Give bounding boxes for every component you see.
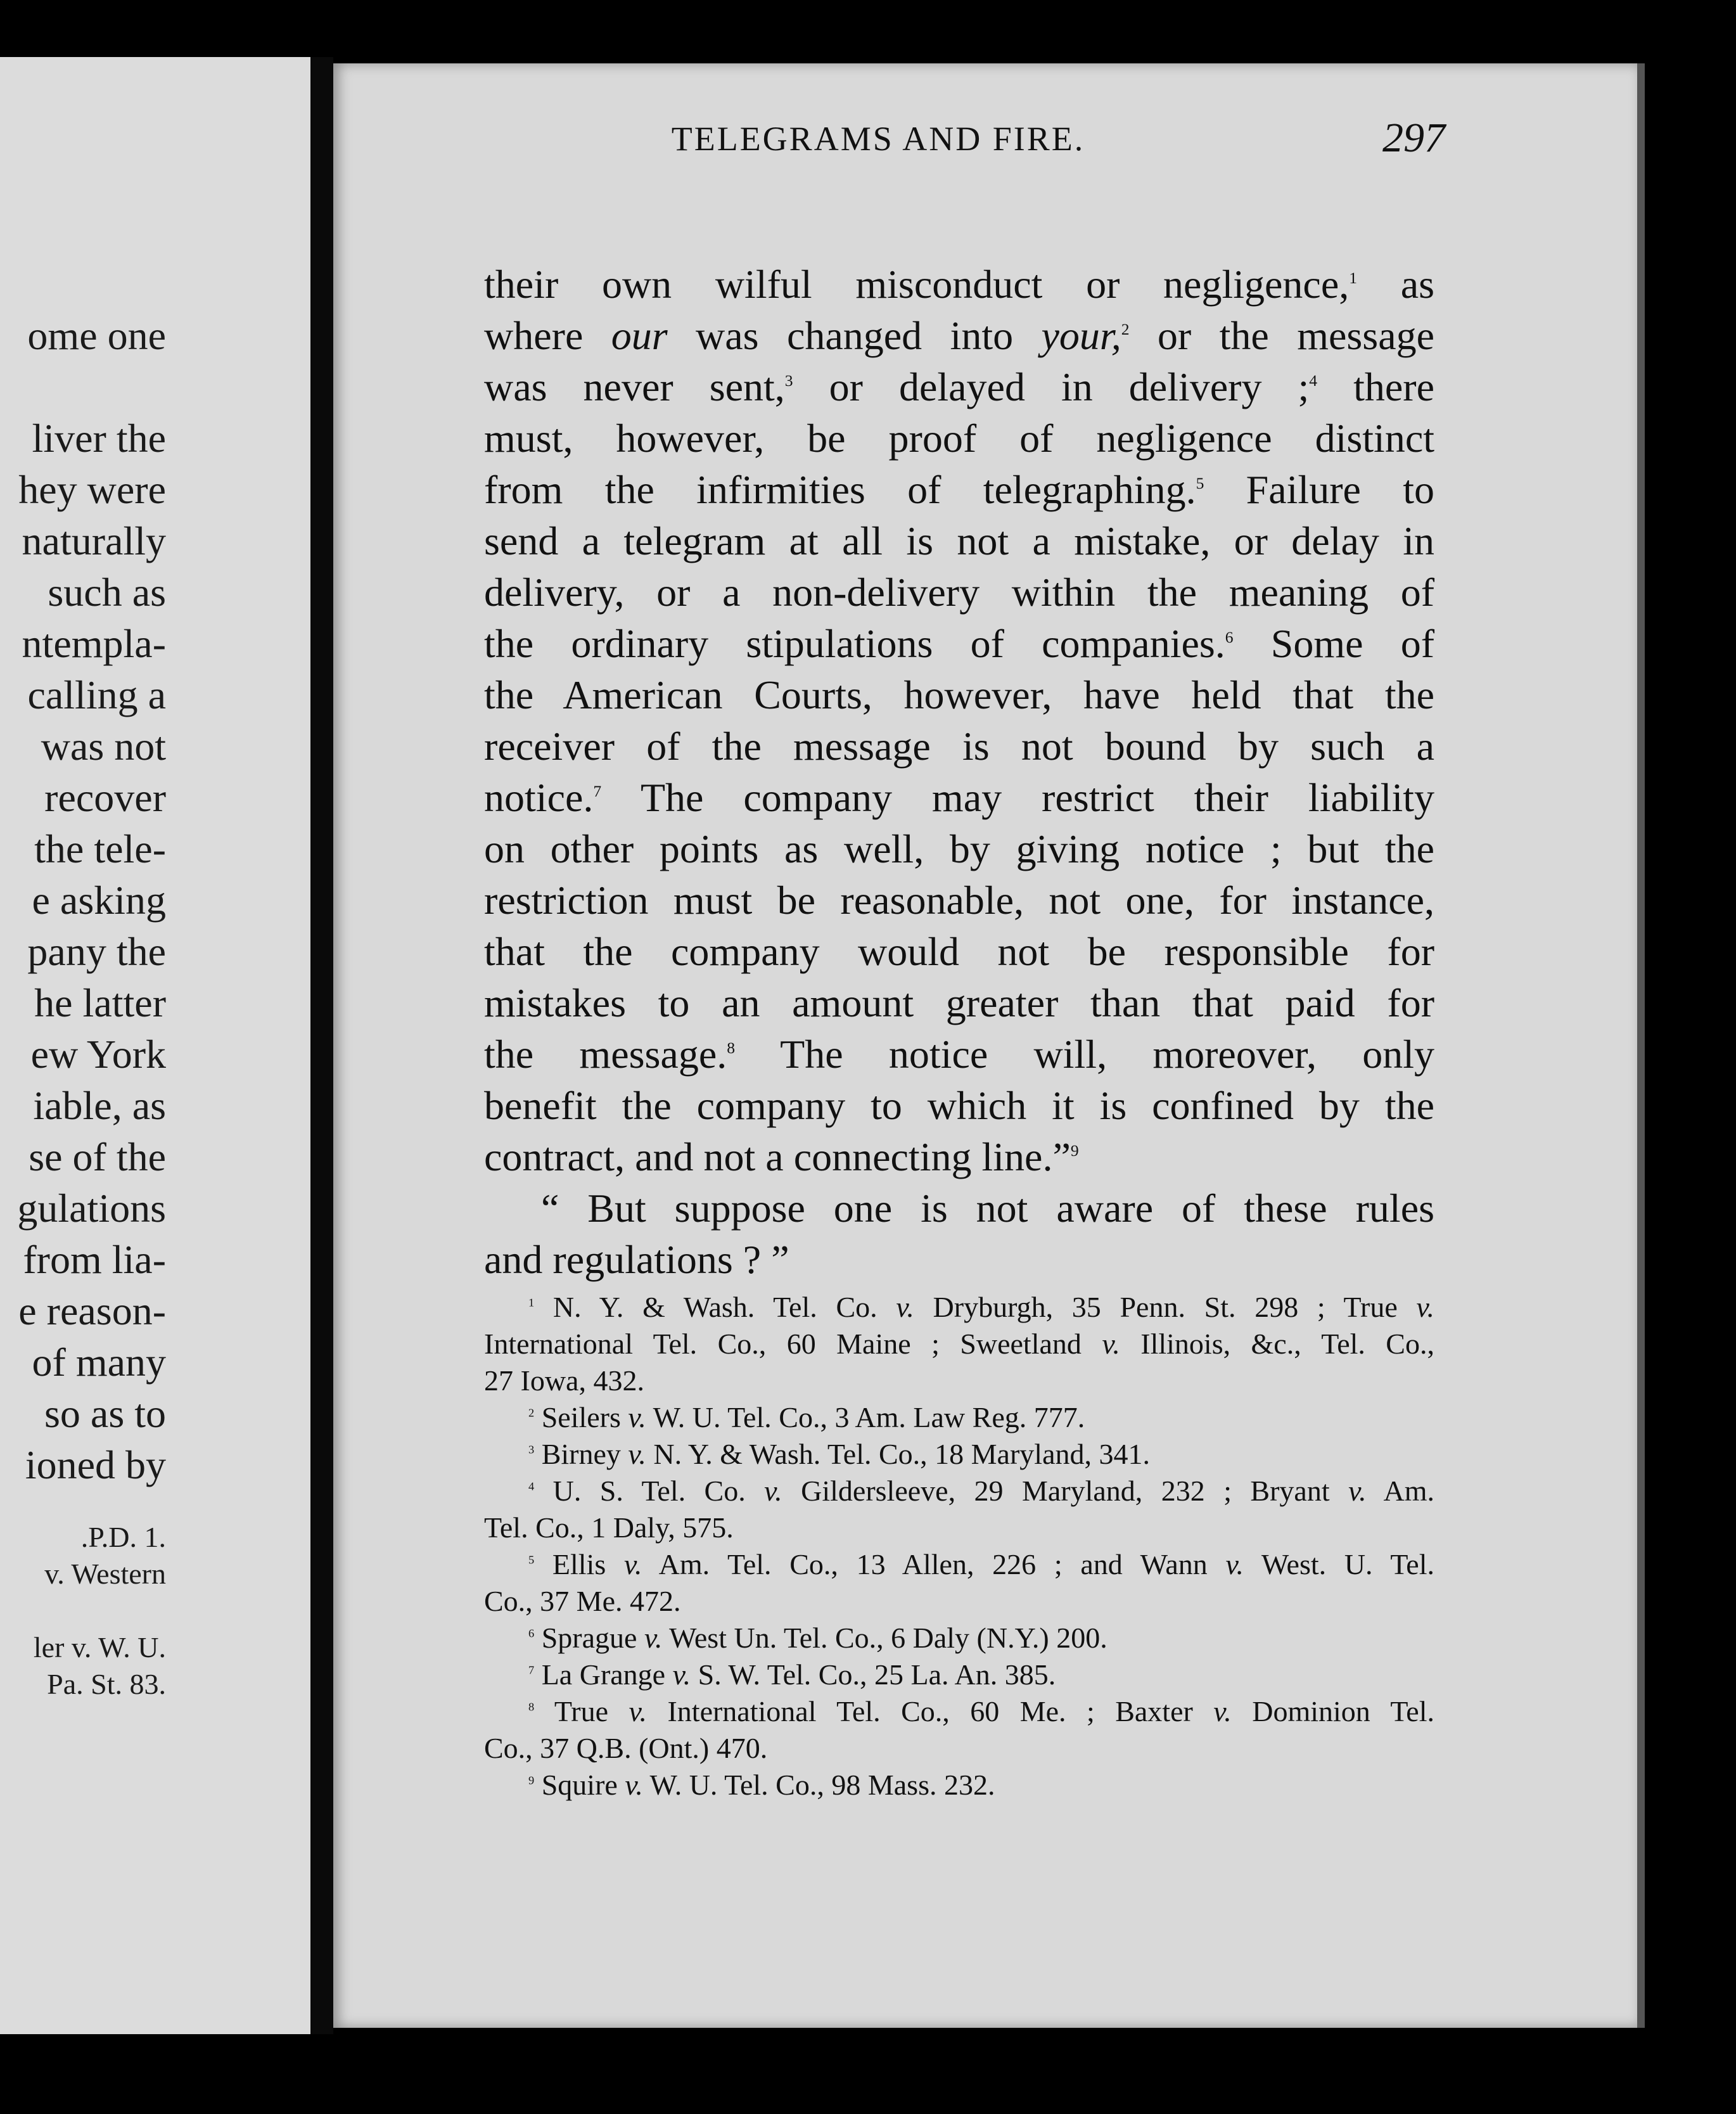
- text-run: Seilers: [534, 1401, 629, 1433]
- text-run: or delayed in delivery ;: [793, 364, 1310, 409]
- text-run: delivery, or a non-delivery within the meaning of: [484, 570, 1434, 615]
- facing-page-line: e reason-: [18, 1288, 166, 1333]
- text-run: N. Y. & Wash. Tel. Co.: [534, 1291, 897, 1323]
- facing-page-line: hey were: [18, 467, 166, 512]
- versus-abbrev: v.: [1102, 1328, 1120, 1360]
- footnote-line: [484, 1767, 1434, 1803]
- book-gutter: [310, 57, 333, 2034]
- text-run: La Grange: [534, 1658, 673, 1691]
- facing-page-line: liver the: [32, 416, 166, 461]
- footnote-line: [484, 1473, 1434, 1509]
- text-run: Tel. Co., 1 Daly, 575.: [484, 1511, 734, 1544]
- facing-page-line: iable, as: [33, 1083, 166, 1128]
- versus-abbrev: v.: [896, 1291, 914, 1323]
- text-run: Dryburgh, 35 Penn. St. 298 ; True: [914, 1291, 1417, 1323]
- body-line: [484, 1131, 1434, 1182]
- text-run: notice.: [484, 775, 594, 820]
- facing-page-line: such as: [48, 570, 166, 615]
- text-run: mistakes to an amount greater than that paid for: [484, 980, 1434, 1025]
- text-run: Illinois, &c., Tel. Co.,: [1120, 1328, 1434, 1360]
- body-line: [484, 823, 1434, 874]
- facing-page-line: ntempla-: [22, 621, 166, 666]
- facing-page-line: gulations: [17, 1186, 166, 1231]
- body-line: [484, 259, 1434, 310]
- text-run: and regulations ? ”: [484, 1237, 789, 1282]
- text-run: 27 Iowa, 432.: [484, 1364, 644, 1397]
- facing-page-line: the tele-: [34, 826, 166, 871]
- footnote-number: 9: [528, 1774, 535, 1787]
- versus-abbrev: v.: [623, 1548, 642, 1580]
- facing-page-line: ioned by: [25, 1442, 166, 1487]
- body-line: [484, 669, 1434, 721]
- facing-page-line: he latter: [34, 980, 166, 1025]
- text-run: Am. Tel. Co., 13 Allen, 226 ; and Wann: [642, 1548, 1226, 1580]
- text-run: as: [1357, 262, 1435, 307]
- footnote-number: 1: [528, 1296, 535, 1309]
- text-run: the American Courts, however, have held that the: [484, 672, 1434, 717]
- facing-page-line: ew York: [30, 1032, 166, 1077]
- facing-page-line: naturally: [22, 518, 166, 563]
- footnote-ref: 1: [1349, 268, 1358, 287]
- body-line: [484, 413, 1434, 464]
- running-title: TELEGRAMS AND FIRE.: [671, 120, 1085, 158]
- footnote-ref: 3: [784, 371, 793, 390]
- footnote-number: 5: [528, 1553, 535, 1566]
- facing-page-line: recover: [44, 775, 166, 820]
- text-run: West. U. Tel.: [1243, 1548, 1434, 1580]
- footnote-line: [484, 1326, 1434, 1362]
- body-text: [484, 259, 1434, 1285]
- facing-page-line: from lia-: [23, 1237, 166, 1282]
- body-line: [484, 464, 1434, 515]
- text-run: on other points as well, by giving notice ; but the: [484, 826, 1434, 871]
- body-line: [484, 618, 1434, 669]
- italic-word: our: [611, 313, 668, 358]
- footnote-number: 8: [528, 1700, 535, 1714]
- facing-page-note: Pa. St. 83.: [47, 1668, 166, 1700]
- body-line: [484, 926, 1434, 977]
- text-run: Gildersleeve, 29 Maryland, 232 ; Bryant: [782, 1475, 1349, 1507]
- text-run: Co., 37 Q.B. (Ont.) 470.: [484, 1732, 768, 1764]
- text-run: Failure to: [1204, 467, 1434, 512]
- footnote-line: [484, 1399, 1434, 1436]
- footnote-number: 6: [528, 1627, 535, 1640]
- footnote-ref: 5: [1196, 473, 1204, 492]
- body-line: [484, 772, 1434, 823]
- versus-abbrev: v.: [628, 1438, 646, 1470]
- text-run: Birney: [534, 1438, 629, 1470]
- text-run: West Un. Tel. Co., 6 Daly (N.Y.) 200.: [662, 1622, 1107, 1654]
- text-run: S. W. Tel. Co., 25 La. An. 385.: [691, 1658, 1056, 1691]
- footnote-line: [484, 1546, 1434, 1583]
- footnote-ref: 7: [593, 781, 602, 800]
- text-run: receiver of the message is not bound by such a: [484, 724, 1434, 769]
- text-run: Sprague: [534, 1622, 644, 1654]
- text-run: send a telegram at all is not a mistake, or delay in: [484, 518, 1434, 563]
- footnote-line: [484, 1436, 1434, 1473]
- text-run: True: [534, 1695, 629, 1727]
- text-run: N. Y. & Wash. Tel. Co., 18 Maryland, 341.: [646, 1438, 1150, 1470]
- text-run: W. U. Tel. Co., 98 Mass. 232.: [642, 1769, 995, 1801]
- text-run: “ But suppose one is not aware of these rules: [541, 1186, 1434, 1231]
- footnote-number: 3: [528, 1443, 535, 1456]
- text-run: there: [1317, 364, 1435, 409]
- text-run: contract, and not a connecting line.”: [484, 1134, 1071, 1179]
- text-run: The notice will, moreover, only: [735, 1032, 1435, 1077]
- facing-page-line: was not: [41, 724, 166, 769]
- text-run: was never sent,: [484, 364, 785, 409]
- text-run: International Tel. Co., 60 Me. ; Baxter: [647, 1695, 1214, 1727]
- footnote-ref: 4: [1309, 371, 1318, 390]
- text-run: Ellis: [534, 1548, 624, 1580]
- versus-abbrev: v.: [1225, 1548, 1244, 1580]
- footnote-line: [484, 1289, 1434, 1326]
- versus-abbrev: v.: [1348, 1475, 1367, 1507]
- page-edge: [1637, 63, 1645, 2028]
- body-line: [484, 310, 1434, 361]
- footnote-ref: 9: [1070, 1141, 1079, 1160]
- text-run: from the infirmities of telegraphing.: [484, 467, 1196, 512]
- text-run: that the company would not be responsible for: [484, 929, 1434, 974]
- footnotes: [484, 1289, 1434, 1803]
- text-run: restriction must be reasonable, not one, for instance,: [484, 878, 1434, 923]
- facing-page-line: pany the: [27, 929, 166, 974]
- footnote-ref: 2: [1121, 319, 1130, 338]
- versus-abbrev: v.: [629, 1695, 648, 1727]
- text-run: benefit the company to which it is confined by the: [484, 1083, 1434, 1128]
- text-run: or the message: [1129, 313, 1435, 358]
- text-run: where: [484, 313, 611, 358]
- footnote-ref: 8: [727, 1038, 736, 1057]
- text-run: The company may restrict their liability: [601, 775, 1434, 820]
- facing-page: [0, 57, 310, 2034]
- footnote-line: [484, 1620, 1434, 1656]
- body-line: [484, 1234, 1434, 1285]
- body-line: [484, 1080, 1434, 1131]
- footnote-line: [484, 1693, 1434, 1730]
- running-head: [403, 114, 1445, 171]
- text-run: Am.: [1366, 1475, 1434, 1507]
- body-line: [484, 977, 1434, 1028]
- versus-abbrev: v.: [1416, 1291, 1434, 1323]
- body-line: [484, 361, 1434, 413]
- versus-abbrev: v.: [644, 1622, 663, 1654]
- body-line: [484, 721, 1434, 772]
- footnote-line: [484, 1583, 1434, 1620]
- versus-abbrev: v.: [1213, 1695, 1232, 1727]
- footnote-number: 7: [528, 1663, 535, 1677]
- versus-abbrev: v.: [625, 1769, 643, 1801]
- versus-abbrev: v.: [628, 1401, 646, 1433]
- italic-word: your,: [1041, 313, 1121, 358]
- facing-page-line: calling a: [27, 672, 166, 717]
- text-run: Dominion Tel.: [1231, 1695, 1434, 1727]
- body-line: [484, 1182, 1434, 1234]
- text-run: their own wilful misconduct or negligence,: [484, 262, 1350, 307]
- text-run: the ordinary stipulations of companies.: [484, 621, 1225, 666]
- versus-abbrev: v.: [672, 1658, 691, 1691]
- text-run: W. U. Tel. Co., 3 Am. Law Reg. 777.: [646, 1401, 1085, 1433]
- page-number: 297: [1382, 115, 1445, 161]
- body-line: [484, 874, 1434, 926]
- text-run: must, however, be proof of negligence distinct: [484, 416, 1434, 461]
- footnote-number: 4: [528, 1480, 535, 1493]
- text-run: Co., 37 Me. 472.: [484, 1585, 681, 1617]
- versus-abbrev: v.: [764, 1475, 782, 1507]
- text-run: International Tel. Co., 60 Maine ; Sweetland: [484, 1328, 1102, 1360]
- footnote-number: 2: [528, 1406, 535, 1419]
- text-run: Some of: [1233, 621, 1434, 666]
- footnote-line: [484, 1656, 1434, 1693]
- facing-page-line: e asking: [32, 878, 166, 923]
- facing-page-line: of many: [32, 1340, 166, 1385]
- facing-page-note: ler v. W. U.: [33, 1631, 166, 1663]
- footnote-ref: 6: [1225, 627, 1234, 646]
- text-run: Squire: [534, 1769, 625, 1801]
- facing-page-note: .P.D. 1.: [80, 1521, 166, 1553]
- facing-page-line: se of the: [29, 1134, 166, 1179]
- footnote-line: [484, 1362, 1434, 1399]
- facing-page-line: so as to: [44, 1391, 166, 1436]
- body-line: [484, 1028, 1434, 1080]
- facing-page-line: ome one: [27, 313, 166, 358]
- body-line: [484, 567, 1434, 618]
- footnote-line: [484, 1509, 1434, 1546]
- text-run: U. S. Tel. Co.: [534, 1475, 765, 1507]
- body-line: [484, 515, 1434, 567]
- facing-page-note: v. Western: [44, 1558, 166, 1590]
- text-run: the message.: [484, 1032, 727, 1077]
- footnote-line: [484, 1730, 1434, 1767]
- text-run: was changed into: [667, 313, 1042, 358]
